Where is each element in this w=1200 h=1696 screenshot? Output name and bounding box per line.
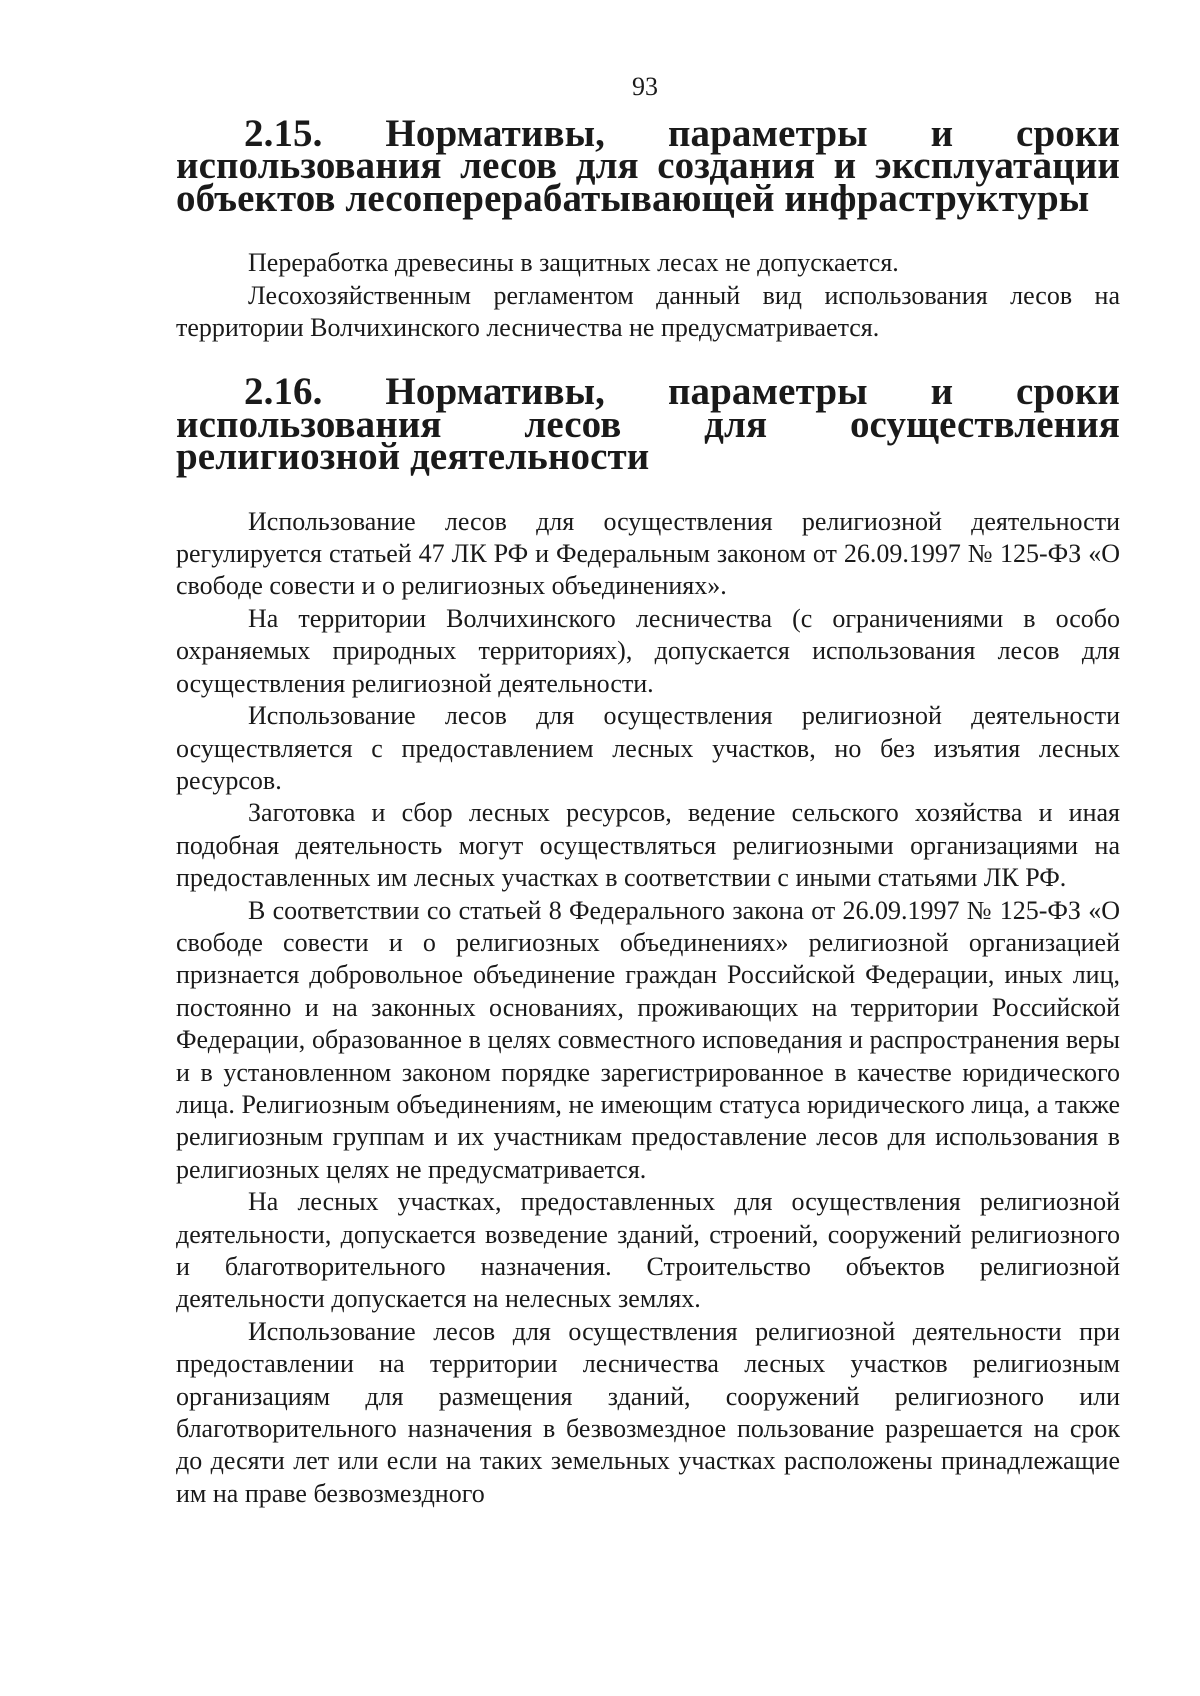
paragraph: Использование лесов для осуществления религиозной деятельности при предоставлении на территории лесничества лесных участков религиозным организациям для размещения зданий, сооружений религиозного или благотворительного назначения в безвозмездное пользование разрешается на срок до десяти лет или если на таких земельных участках расположены принадлежащие им на праве безвозмездного (176, 1316, 1120, 1508)
paragraph: Лесохозяйственным регламентом данный вид использования лесов на территории Волчихинского лесничества не предусматривается. (176, 280, 1120, 343)
paragraph: На территории Волчихинского лесничества (с ограничениями в особо охраняемых природных территориях), допускается использования лесов для осуществления религиозной деятельности. (176, 603, 1120, 698)
page-number: 93 (632, 72, 658, 101)
document-body (176, 112, 1120, 1510)
section-heading-2-16: 2.16. Нормативы, параметры и сроки использования лесов для осуществления религиозной деятельности (176, 370, 1120, 479)
paragraph: В соответствии со статьей 8 Федерального закона от 26.09.1997 № 125-ФЗ «О свободе совести и о религиозных объединениях» религиозной организацией признается добровольное объединение граждан Российской Федерации, иных лиц, постоянно и на законных основаниях, проживающих на территории Российской Федерации, образованное в целях совместного исповедания и распространения веры и в установленном законом порядке зарегистрированное в качестве юридического лица. Религиозным объединениям, не имеющим статуса юридического лица, а также религиозным группам и их участникам предоставление лесов для использования в религиозных целях не предусматривается. (176, 895, 1120, 1184)
paragraph: На лесных участках, предоставленных для осуществления религиозной деятельности, допускается возведение зданий, строений, сооружений религиозного и благотворительного назначения. Строительство объектов религиозной деятельности допускается на нелесных землях. (176, 1187, 1120, 1314)
paragraph: Заготовка и сбор лесных ресурсов, ведение сельского хозяйства и иная подобная деятельность могут осуществляться религиозными организациями на предоставленных им лесных участках в соответствии с иными статьями ЛК РФ. (176, 798, 1120, 893)
paragraph: Использование лесов для осуществления религиозной деятельности осуществляется с предоставлением лесных участков, но без изъятия лесных ресурсов. (176, 701, 1120, 795)
paragraph: Использование лесов для осуществления религиозной деятельности регулируется статьей 47 ЛК РФ и Федеральным законом от 26.09.1997 № 125-ФЗ «О свободе совести и о религиозных объединениях». (176, 506, 1120, 601)
section-heading-2-15: 2.15. Нормативы, параметры и сроки использования лесов для создания и эксплуатации объектов лесоперерабатывающей инфраструктуры (176, 112, 1120, 220)
paragraph: Переработка древесины в защитных лесах не допускается. (248, 248, 899, 278)
